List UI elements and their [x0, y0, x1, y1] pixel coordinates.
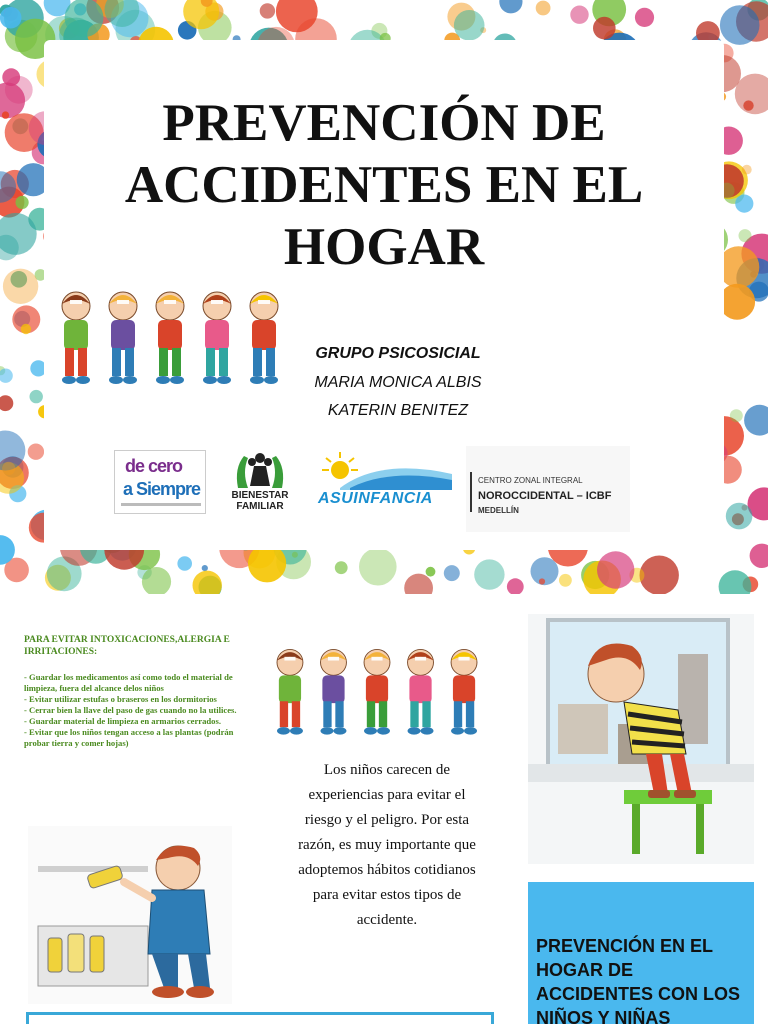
- confetti-dot: [202, 565, 208, 571]
- icbf-centro-zonal-logo: [466, 446, 630, 532]
- logo-text: NOROCCIDENTAL – ICBF: [478, 490, 612, 502]
- confetti-dot: [260, 3, 275, 18]
- child-drinking-chemical-illustration: [28, 826, 232, 1004]
- confetti-dot: [28, 444, 44, 460]
- confetti-dot: [635, 8, 654, 27]
- confetti-dot: [454, 10, 485, 41]
- kid-figure: [250, 292, 278, 384]
- confetti-dot: [507, 578, 524, 594]
- confetti-dot: [292, 552, 298, 558]
- logo-text: BIENESTAR FAMILIAR: [231, 490, 289, 512]
- confetti-dot: [2, 111, 9, 118]
- kid-figure: [364, 649, 390, 734]
- confetti-dot: [3, 269, 38, 304]
- confetti-dot: [744, 405, 768, 436]
- confetti-dot: [16, 196, 29, 209]
- logo-text: ASUINFANCIA: [318, 490, 433, 507]
- confetti-dot: [30, 390, 43, 403]
- confetti-dot: [444, 565, 460, 581]
- confetti-dot: [726, 503, 753, 530]
- kid-figure: [408, 649, 434, 734]
- member-name: MARIA MONICA ALBIS: [314, 374, 482, 391]
- confetti-dot: [0, 395, 13, 411]
- confetti-dot: [735, 195, 753, 213]
- confetti-dot: [593, 17, 616, 40]
- confetti-dot: [730, 409, 743, 422]
- cover-title-line: ACCIDENTES EN EL: [124, 156, 644, 214]
- confetti-dot: [335, 561, 348, 574]
- confetti-dot: [742, 165, 752, 175]
- confetti-dot: [5, 76, 33, 104]
- group-label: GRUPO PSICOSICIAL: [315, 345, 481, 362]
- confetti-dot: [21, 324, 31, 334]
- logo-tagline-bar: [121, 503, 201, 506]
- confetti-dot: [719, 284, 755, 320]
- brochure-title: PREVENCIÓN EN EL HOGAR DE ACCIDENTES CON LOS NIÑOS Y NIÑAS: [536, 936, 741, 1024]
- confetti-dot: [0, 7, 22, 29]
- confetti-dot: [2, 462, 15, 475]
- logo-text: CENTRO ZONAL INTEGRAL: [478, 476, 583, 485]
- confetti-dot: [177, 556, 192, 571]
- confetti-dot: [426, 567, 436, 577]
- kid-figure: [203, 292, 231, 384]
- brochure-title-panel: [528, 882, 754, 1024]
- kid-figure: [321, 649, 347, 734]
- body-paragraph: Los niños carecen de experiencias para evitar el riesgo y el peligro. Por esta razón, es muy importante que adoptemos hábitos cotidianos para evitar estos tipos de accidente.: [298, 762, 476, 928]
- kid-figure: [277, 649, 303, 734]
- bottom-frame-border: [26, 1012, 494, 1024]
- confetti-dot: [597, 551, 634, 588]
- sun-wave-icon: [310, 448, 460, 492]
- prevention-heading: PARA EVITAR INTOXICACIONES,ALERGIA E IRRITACIONES:: [24, 635, 230, 657]
- prevention-list: [24, 672, 256, 749]
- confetti-dot: [404, 574, 433, 594]
- family-hands-icon: [230, 448, 290, 490]
- cover-title-line: PREVENCIÓN DE: [162, 94, 606, 152]
- de-cero-a-siempre-logo: [114, 450, 206, 514]
- cover-title: [80, 92, 688, 278]
- logo-divider: [470, 472, 472, 512]
- confetti-dot: [539, 578, 545, 584]
- list-item: - Guardar material de limpieza en armarios cerrados.: [24, 716, 221, 726]
- confetti-dot: [559, 574, 572, 587]
- logo-text: MEDELLÍN: [478, 506, 519, 515]
- confetti-dot: [65, 0, 104, 37]
- confetti-dot: [750, 544, 768, 568]
- confetti-dot: [474, 559, 504, 589]
- kid-figure: [156, 292, 184, 384]
- confetti-dot: [359, 548, 397, 586]
- list-item: - Evitar utilizar estufas o braseros en los dormitorios: [24, 694, 217, 704]
- cover-title-line: HOGAR: [283, 218, 485, 276]
- child-at-window-illustration: [528, 614, 754, 864]
- kid-figure: [451, 649, 477, 734]
- list-item: - Cerrar bien la llave del paso de gas cuando no la utilices.: [24, 705, 237, 715]
- confetti-dot: [570, 6, 588, 24]
- confetti-dot: [536, 1, 551, 16]
- brochure-slide: [0, 594, 768, 1024]
- confetti-dot: [640, 556, 679, 595]
- kid-figure: [62, 292, 90, 384]
- confetti-dot: [719, 570, 752, 594]
- list-item: - Evitar que los niños tengan acceso a las plantas (podrán probar tierra y comer hojas): [24, 727, 234, 748]
- logo-text: de cero: [125, 456, 183, 476]
- injured-kids-illustration: [50, 284, 290, 392]
- member-name: KATERIN BENITEZ: [327, 402, 469, 419]
- kid-figure: [109, 292, 137, 384]
- bienestar-familiar-logo: [230, 448, 290, 516]
- injured-kids-illustration: [265, 642, 489, 742]
- confetti-dot: [739, 229, 752, 242]
- asuinfancia-logo: [310, 448, 460, 518]
- confetti-dot: [193, 571, 222, 594]
- confetti-dot: [0, 369, 13, 383]
- logo-text: a Siempre: [123, 479, 201, 499]
- confetti-dot: [499, 0, 522, 13]
- list-item: - Guardar los medicamentos así como todo el material de limpieza, fuera del alcance delos niños: [24, 672, 233, 693]
- confetti-dot: [720, 5, 760, 45]
